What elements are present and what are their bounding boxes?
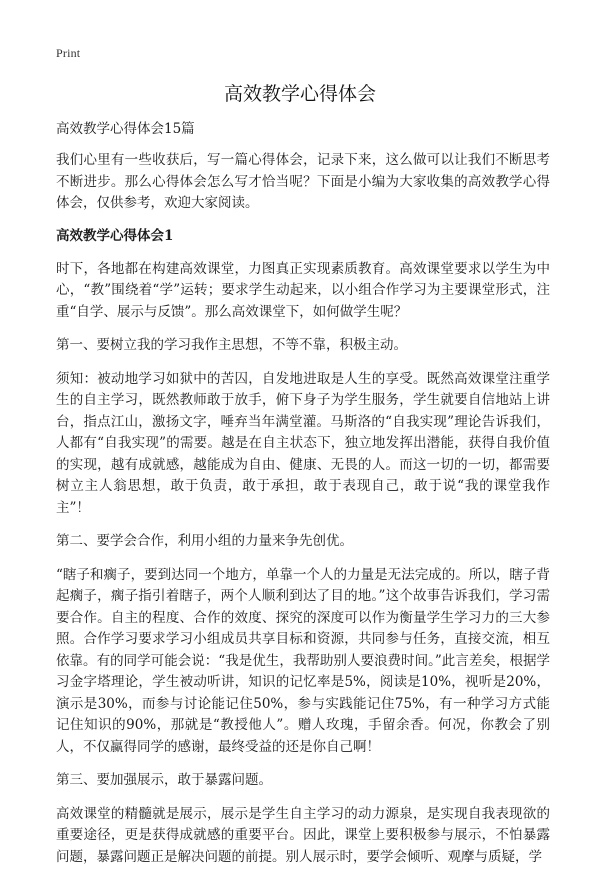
print-label: Print <box>56 46 81 60</box>
document-subtitle: 高效教学心得体会15篇 <box>56 121 195 137</box>
intro-paragraph: 我们心里有一些收获后，写一篇心得体会，记录下来，这么做可以让我们不断思考不断进步。那么心得体会怎么写才恰当呢？下面是小编为大家收集的高效教学心得体会，仅供参考，欢迎大家阅读。 <box>56 152 550 211</box>
document-body <box>56 120 550 880</box>
point-heading: 第一、要树立我的学习我作主思想，不等不靠，积极主动。 <box>56 337 407 353</box>
paragraph: 时下，各地都在构建高效课堂，力图真正实现素质教育。高效课堂要求以学生为中心，“教”围绕着“学”运转；要求学生动起来，以小组合作学习为主要课堂形式，注重“自学、展示与反馈”。那么高效课堂下，如何做学生呢？ <box>56 260 550 320</box>
section-heading: 高效教学心得体会1 <box>56 227 174 244</box>
page-title: 高效教学心得体会 <box>223 83 376 105</box>
paragraph: 高效课堂的精髓就是展示，展示是学生自主学习的动力源泉，是实现自我表现欲的重要途径，更是获得成就感的重要平台。因此，课堂上要积极参与展示，不怕暴露问题，暴露问题正是解决问题的前提。别人展示时，要学会倾听、观摩与质疑，学 <box>56 805 550 865</box>
paragraph: 须知：被动地学习如狱中的苦囚，自发地进取是人生的享受。既然高效课堂注重学生的自主学习，既然教师敢于放手，俯下身子为学生服务，学生就要自信地站上讲台，指点江山，激扬文字，唾弃当年满堂灌。马斯洛的“自我实现”理论告诉我们，人都有“自我实现”的需要。越是在自主状态下，独立地发挥出潜能，获得自我价值的实现，越有成就感，越能成为自由、健康、无畏的人。而这一切的一切，都需要树立主人翁思想，敢于负责，敢于承担，敢于表现自己，敢于说“我的课堂我作主”！ <box>56 370 550 516</box>
paragraph: “瞎子和瘸子，要到达同一个地方，单靠一个人的力量是无法完成的。所以，瞎子背起瘸子，瘸子指引着瞎子，两个人顺利到达了目的地。”这个故事告诉我们，学习需要合作。自主的程度、合作的效度、探究的深度可以作为衡量学生学习力的三大参照。合作学习要求学习小组成员共享目标和资源，共同参与任务，直接交流，相互依靠。有的同学可能会说：“我是优生，我帮助别人要浪费时间。”此言差矣，根据学习金字塔理论，学生被动听讲，知识的记忆率是5%，阅读是10%，视听是20%，演示是30%，而参与讨论能记住50%，参与实践能记住75%，有一种学习方式能记住知识的90%，那就是“教授他人”。赠人玫瑰，手留余香。何况，你教会了别人，不仅赢得同学的感谢，最终受益的还是你自己啊！ <box>56 566 550 755</box>
point-heading: 第三、要加强展示，敢于暴露问题。 <box>56 772 272 788</box>
point-heading: 第二、要学会合作，利用小组的力量来争先创优。 <box>56 533 353 549</box>
